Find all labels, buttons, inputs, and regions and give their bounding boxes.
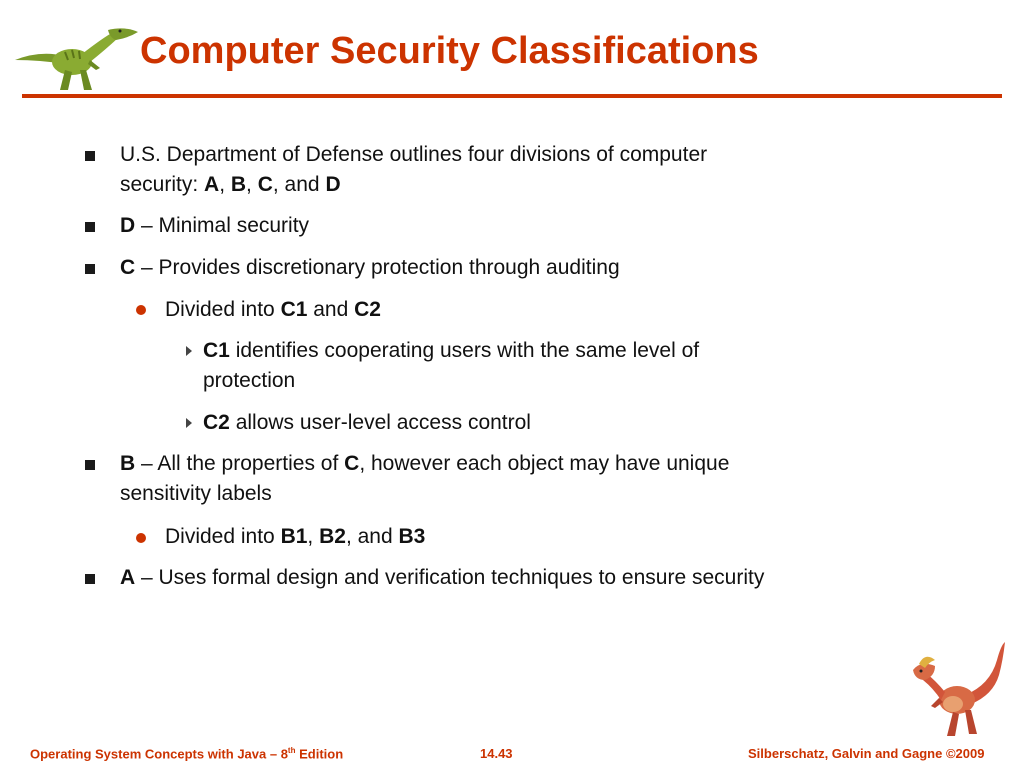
footer-text: Edition: [295, 746, 344, 762]
footer-authors: Silberschatz, Galvin and Gagne ©2009: [748, 746, 985, 761]
bullet-text: U.S. Department of Defense outlines four divisions of computer: [120, 143, 708, 166]
slide-number: 14.43: [480, 746, 513, 761]
separator-text: ,: [307, 525, 320, 548]
footer-superscript: th: [287, 746, 296, 755]
bullet-text: security:: [120, 173, 205, 196]
triangle-bullet-icon: [186, 418, 192, 428]
dinosaur-mascot-icon: [905, 640, 1010, 742]
separator-text: and: [307, 298, 355, 321]
bullet-text: – Minimal security: [135, 214, 310, 237]
class-label: B: [230, 173, 247, 196]
list-item: [120, 563, 970, 593]
triangle-bullet-icon: [186, 346, 192, 356]
separator-text: , and: [345, 525, 399, 548]
bullet-text: sensitivity labels: [120, 482, 272, 505]
list-item: [120, 211, 920, 241]
class-label: C: [344, 452, 360, 475]
class-label: A: [120, 566, 136, 589]
list-item: [203, 408, 923, 438]
square-bullet-icon: [85, 574, 95, 584]
square-bullet-icon: [85, 264, 95, 274]
bullet-text: – Uses formal design and verification techniques to ensure security: [135, 566, 765, 589]
class-label: C: [120, 256, 136, 279]
list-item: [120, 253, 920, 283]
class-label: B2: [319, 525, 346, 548]
class-label: C1: [280, 298, 308, 321]
footer-text: Operating System Concepts with Java – 8: [30, 746, 288, 762]
bullet-text: allows user-level access control: [229, 411, 531, 434]
class-label: B: [120, 452, 136, 475]
bullet-text: , however each object may have unique: [359, 452, 730, 475]
class-label: C: [257, 173, 273, 196]
class-label: A: [204, 173, 220, 196]
square-bullet-icon: [85, 460, 95, 470]
class-label: D: [120, 214, 136, 237]
class-label: C1: [203, 339, 230, 362]
bullet-text: Divided into: [165, 298, 281, 321]
bullet-text: – All the properties of: [135, 452, 345, 475]
dot-bullet-icon: [136, 533, 146, 543]
page-title: Computer Security Classifications: [140, 30, 759, 72]
class-label: B1: [280, 525, 308, 548]
list-item: [203, 336, 923, 396]
class-label: D: [325, 173, 341, 196]
class-label: C2: [354, 298, 381, 321]
list-item: [165, 295, 925, 325]
list-item: [120, 140, 920, 200]
footer-book-title: [30, 746, 343, 761]
list-item: [120, 449, 920, 509]
square-bullet-icon: [85, 222, 95, 232]
class-label: B3: [398, 525, 426, 548]
bullet-text: – Provides discretionary protection through auditing: [135, 256, 620, 279]
bullet-text: Divided into: [165, 525, 281, 548]
separator-text: ,: [219, 173, 231, 196]
class-label: C2: [203, 411, 230, 434]
separator-text: , and: [272, 173, 326, 196]
list-item: [165, 522, 925, 552]
separator-text: ,: [246, 173, 258, 196]
bullet-text: identifies cooperating users with the same level of: [229, 339, 700, 362]
square-bullet-icon: [85, 151, 95, 161]
dot-bullet-icon: [136, 305, 146, 315]
bullet-text: protection: [203, 369, 296, 392]
